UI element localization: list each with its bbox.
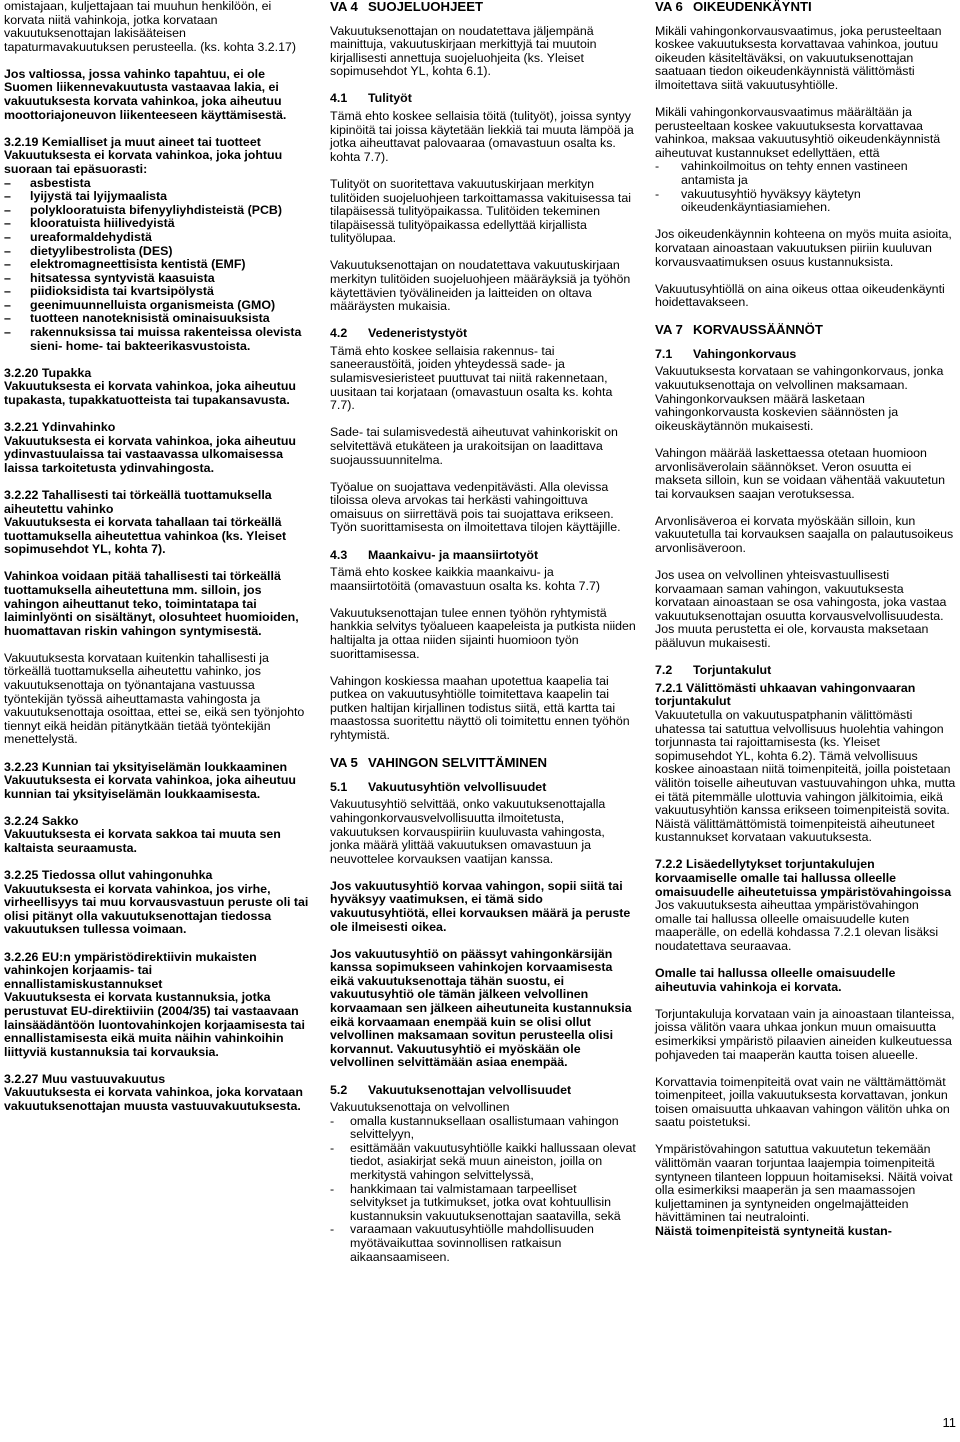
paragraph-va6a: Mikäli vahingonkorvausvaatimus, joka perusteeltaan koskee vakuutuksesta korvattavaa vahinkoa, joutuu oikeuden käsiteltäväksi, on vakuutuksenottajan saatuaan tiedon oikeudenkäynnistä välittömästi ilmoitettava siitä vakuutusyhtiölle. — [655, 23, 942, 92]
list-item: - hankkimaan tai valmistamaan tarpeelliset selvitykset ja tutkimukset, jotka ovat kohtuullisin kustannuksin vakuutuksenottajan saatavilla, sekä — [330, 1183, 636, 1224]
list-item: – lyijystä tai lyijymaalista — [4, 190, 310, 204]
paragraph-va6d: Vakuutusyhtiöllä on aina oikeus ottaa oikeudenkäynti hoidettavakseen. — [655, 281, 945, 310]
heading-41 — [330, 92, 636, 106]
heading-va7 — [655, 323, 957, 337]
list-item: - varaamaan vakuutusyhtiölle mahdollisuuden myötävaikuttaa sovinnollisen ratkaisun aikaansaamiseen. — [330, 1223, 636, 1264]
list-item: – polyklooratuista bifenyyliyhdisteistä (PCB) — [4, 204, 310, 218]
paragraph-51b: Jos vakuutusyhtiö korvaa vahingon, sopii siitä tai hyväksyy vaatimuksen, ei tämä sido vakuutusyhtiötä, ellei korvauksen määrä ja peruste ole ilmeisesti oikea. — [330, 878, 631, 934]
heading-52 — [330, 1084, 636, 1098]
heading-721: 7.2.1 Välittömästi uhkaavan vahingonvaaran torjuntakulut — [655, 680, 916, 709]
paragraph-41b: Tulityöt on suoritettava vakuutuskirjaan merkityn tulitöiden suojeluohjeen tarkoittamassa vakituisessa tai tilapäisessä tulityöpaikassa. Tulitöiden tekeminen tilapäisessä tulityöpaikassa edellyttää kirjallista tulityölupaa. — [330, 176, 631, 246]
paragraph-42a: Tämä ehto koskee sellaisia rakennus- tai saneeraustöitä, joiden yhteydessä sade- ja sulamisvesieristeet puuttuvat tai niitä rakennetaan, uusitaan tai korjataan (omavastuun osalta ks. kohta 7.7). — [330, 343, 613, 413]
paragraph-3224: Vakuutuksesta ei korvata sakkoa tai muuta sen kaltaista seuraamusta. — [4, 827, 281, 855]
section-number: 4.2 — [330, 326, 348, 341]
list-item: – dietyylibestrolista (DES) — [4, 245, 310, 259]
paragraph-52-intro: Vakuutuksenottaja on velvollinen — [330, 1100, 510, 1115]
heading-3219: 3.2.19 Kemialliset ja muut aineet tai tuotteet — [4, 134, 261, 149]
column-left — [4, 0, 310, 1127]
heading-va4 — [330, 0, 636, 14]
paragraph-va4: Vakuutuksenottajan on noudatettava jäljempänä mainittuja, vakuutuskirjaan merkittyjä tai muutoin kirjallisesti annettuja suojeluohjeita (ks. Yleiset sopimusehdot YL, kohta 6.1). — [330, 23, 597, 79]
page-number: 11 — [942, 1415, 956, 1430]
section-title: Vahingonkorvaus — [693, 346, 797, 361]
paragraph-51c: Jos vakuutusyhtiö on päässyt vahingonkärsijän kanssa sopimukseen vahinkojen korvaamisesta eikä vakuutuksenottaja tähän suostu, ei vakuutusyhtiö ole tämän jälkeen velvollinen korvaamaan sen jälkeen aiheutuneita kustannuksia eikä korvaamaan enempää kuin se olisi ollut velvollinen maksamaan sovitun perusteella olisi korvannut. Vakuutusyhtiö ei myöskään ole velvollinen selvittämään asiaa enempää. — [330, 946, 632, 1070]
section-title: Maankaivu- ja maansiirtotyöt — [368, 547, 539, 562]
column-middle — [330, 0, 636, 1278]
list-item: - esittämään vakuutusyhtiölle kaikki hallussaan olevat tiedot, asiakirjat sekä muun aineiston, joilla on merkitystä vahingon selvittelyssä, — [330, 1142, 636, 1183]
paragraph-3226: Vakuutuksesta ei korvata kustannuksia, jotka perustuvat EU-direktiiviin (2004/35) tai vastaavaan lainsäädäntöön luontovahinkojen korjaamisesta tai ennallistamisesta eikä muita näihin vahinkoihin liittyviä kustannuksia tai korvauksia. — [4, 990, 305, 1059]
list-item: – elektromagneettisista kentistä (EMF) — [4, 258, 310, 272]
heading-71 — [655, 348, 957, 362]
list-item: – geenimuunnelluista organismeista (GMO) — [4, 299, 310, 313]
paragraph-3223: Vakuutuksesta ei korvata vahinkoa, joka aiheutuu kunnian tai yksityiselämän loukkaamisesta. — [4, 773, 296, 801]
list-item: – asbestista — [4, 177, 310, 191]
heading-3221: 3.2.21 Ydinvahinko — [4, 420, 116, 435]
list-item: – hitsatessa syntyvistä kaasuista — [4, 272, 310, 286]
column-right — [655, 0, 957, 1252]
paragraph-722b: Omalle tai hallussa olleelle omaisuudelle aiheutuvia vahinkoja ei korvata. — [655, 966, 896, 994]
section-title: Vedeneristystyöt — [368, 326, 468, 341]
heading-51 — [330, 781, 636, 795]
section-title: VAHINGON SELVITTÄMINEN — [368, 755, 548, 771]
list-item: – klooratuista hiilivedyistä — [4, 217, 310, 231]
heading-3227: 3.2.27 Muu vastuuvakuutus — [4, 1071, 166, 1086]
heading-3222: 3.2.22 Tahallisesti tai törkeällä tuottamuksella aiheutettu vahinko — [4, 487, 272, 516]
section-title: OIKEUDENKÄYNTI — [693, 0, 812, 14]
section-number: VA 5 — [330, 755, 358, 771]
heading-3223: 3.2.23 Kunnian tai yksityiselämän loukkaaminen — [4, 759, 288, 774]
section-title: Tulityöt — [368, 91, 412, 106]
intro-continuation: omistajaan, kuljettajaan tai muuhun henkilöön, ei korvata niitä vahinkoja, jotka korvataan vakuutuksenottajan lakisääteisen tapaturmavakuutuksen perusteella. (ks. kohta 3.2.17) — [4, 0, 297, 54]
list-item: – piidioksidista tai kvartsipölystä — [4, 285, 310, 299]
list-3219 — [4, 177, 310, 354]
list-item: – ureaformaldehydistä — [4, 231, 310, 245]
heading-3225: 3.2.25 Tiedossa ollut vahingonuhka — [4, 868, 213, 883]
paragraph-3225: Vakuutuksesta ei korvata vahinkoa, jos virhe, virheellisyys tai muu korvausvastuun peruste oli tai olisi pitänyt olla vakuutuksenottajan tiedossa vakuutuksen tullessa voimaan. — [4, 881, 309, 937]
paragraph-71a: Vakuutuksesta korvataan se vahingonkorvaus, jonka vakuutuksenottaja on velvollinen maksamaan. Vahingonkorvauksen määrä lasketaan vahingonkorvausta koskevien säännösten ja oikeuskäytännön mukaisesti. — [655, 364, 944, 433]
paragraph-43c: Vahingon koskiessa maahan upotettua kaapelia tai putkea on vakuutusyhtiölle toimitettava kaapelin tai putken haltijan kirjallinen todistus siitä, että kartta tai maastossa suoritettu näyttö oli toimitettu ennen työhön ryhtymistä. — [330, 673, 630, 743]
section-number: 4.3 — [330, 547, 348, 562]
list-52 — [330, 1115, 636, 1265]
section-title: Vakuutusyhtiön velvollisuudet — [368, 779, 547, 794]
paragraph-722f: Näistä toimenpiteistä syntyneitä kustan- — [655, 1224, 892, 1239]
paragraph-3222c: Vakuutuksesta korvataan kuitenkin tahallisesti ja törkeällä tuottamuksella aiheutettu vahinko, jos vakuutuksenottaja on työnantajana vastuussa työntekijän työssä aiheuttamasta vahingosta ja vakuutuksenottaja osoittaa, ettei se, eikä sen työnjohto tiennyt eikä heidän pitänytkään tietää työntekijän menettelystä. — [4, 650, 305, 747]
section-number: 5.1 — [330, 779, 348, 794]
section-number: VA 6 — [655, 0, 683, 14]
paragraph-71d: Jos usea on velvollinen yhteisvastuullisesti korvaamaan saman vahingon, vakuutuksesta korvataan ainoastaan se osa vahingosta, joka vastaa vakuutuksenottajan osuutta korvausvelvollisuudesta. Jos muuta perustetta ei ole, korvausta maksetaan pääluvun mukaisesti. — [655, 568, 947, 651]
paragraph-3219: Vakuutuksesta ei korvata vahinkoa, joka johtuu suoraan tai epäsuorasti: — [4, 148, 283, 176]
heading-43 — [330, 549, 636, 563]
paragraph-41c: Vakuutuksenottajan on noudatettava vakuutuskirjaan merkityn tulitöiden suojeluohjeen määräyksiä ja työhön käytettävien työvälineiden ja laitteiden on oltava määräysten mukaisia. — [330, 258, 631, 314]
section-number: 5.2 — [330, 1082, 348, 1097]
paragraph-va6c: Jos oikeudenkäynnin kohteena on myös muita asioita, korvataan ainoastaan vakuutuksen piiriin kuuluvan korvausvaatimuksen osuus kustannuksista. — [655, 227, 952, 269]
heading-72 — [655, 664, 957, 678]
list-item: - omalla kustannuksellaan osallistumaan vahingon selvittelyyn, — [330, 1115, 636, 1142]
heading-3224: 3.2.24 Sakko — [4, 813, 79, 828]
section-number: 7.1 — [655, 346, 673, 361]
paragraph-42b: Sade- tai sulamisvedestä aiheutuvat vahinkoriskit on selvitettävä etukäteen ja urakoitsijan on laadittava suojaussuunnitelma. — [330, 425, 618, 467]
list-item: - vakuutusyhtiö hyväksyy käytetyn oikeudenkäyntiasiamiehen. — [655, 188, 957, 215]
paragraph-3222a: Vakuutuksesta ei korvata tahallaan tai törkeällä tuottamuksella aiheutettua vahinkoa (ks. Yleiset sopimusehdot YL, kohta 7). — [4, 515, 287, 557]
section-number: 4.1 — [330, 91, 348, 106]
paragraph-722: Jos vakuutuksesta aiheuttaa ympäristövahingon omalle tai hallussa olleelle omaisuudelle kuten maaperälle, on edellä kohdassa 7.2.1 olevan lisäksi noudatettava seuraavaa. — [655, 898, 939, 953]
heading-va6 — [655, 0, 957, 14]
paragraph-721: Vakuutetulla on vakuutuspatphanin välittömästi uhatessa tai satuttua velvollisuus huolehtia vahingon torjunnasta tai rajoittamisesta (ks. Yleiset sopimusehdot YL, kohta 6.2). Tämä velvollisuus koskee ainoastaan niitä toimenpiteitä, joilla poistetaan välitön toiselle aiheutuvan vastuuvahingon uhka, mutta ei tätä pitemmälle ulottuvia vahingon jälkitoimia, eikä vakuutusyhtiön kanssa erikseen toimenpiteistä sovita. Näistä välittämättömistä toimenpiteistä aiheutuneet kustannukset korvataan vakuutuksesta. — [655, 707, 956, 845]
paragraph-41a: Tämä ehto koskee sellaisia töitä (tulityöt), joissa syntyy kipinöitä tai joissa käytetään liekkiä tai muuta lämpöä ja jotka aiheuttavat palovaaraa (omavastuun osalta ks. kohta 7.7). — [330, 109, 634, 164]
paragraph-722e: Ympäristövahingon satuttua vakuutetun tekemään välittömän vaaran torjuntaa laajempia toimenpiteitä syntyneen tilanteen loppuun hoitamiseksi. Näitä voivat olla esimerkiksi maaperän ja sen maamassojen kuljettaminen ja syntyneiden ongelmajätteiden hävittäminen tai neutralointi. — [655, 1142, 953, 1225]
paragraph-43b: Vakuutuksenottajan tulee ennen työhön ryhtymistä hankkia selvitys työalueen kaapeleista ja putkista niiden haltijalta ja ottaa niiden sijainti huomioon työn suorittamisessa. — [330, 605, 636, 661]
heading-42 — [330, 327, 636, 341]
heading-va5 — [330, 756, 636, 770]
list-item: – rakennuksissa tai muissa rakenteissa olevista sieni- home- tai bakteerikasvustoista. — [4, 326, 310, 353]
paragraph-71b: Vahingon määrää laskettaessa otetaan huomioon arvonlisäverolain säännökset. Veron osuutta ei makseta silloin, kun se voidaan vähentää vakuutetun tai korvauksen saajan verotuksessa. — [655, 445, 945, 501]
paragraph-3227: Vakuutuksesta ei korvata vahinkoa, joka korvataan vakuutuksenottajan muusta vastuuvakuutuksesta. — [4, 1085, 303, 1113]
paragraph-71c: Arvonlisäveroa ei korvata myöskään silloin, kun vakuutetulla tai korvauksen saajalla on palautusoikeus arvonlisäveroon. — [655, 513, 954, 555]
paragraph-51a: Vakuutusyhtiö selvittää, onko vakuutuksenottajalla vahingonkorvausvelvollisuutta ilmoitetusta, vakuutuksen korvauspiiriin kuuluvasta vahingosta, jonka määrä ylittää vakuutuksen omavastuun ja neuvottelee korvauksen vaatijan kanssa. — [330, 797, 606, 866]
section-number: VA 7 — [655, 322, 683, 338]
paragraph-3221: Vakuutuksesta ei korvata vahinkoa, joka aiheutuu ydinvastuulaissa tai vastaavassa ulkomaisessa laissa tarkoitetusta ydinvahingosta. — [4, 433, 296, 475]
paragraph-3220: Vakuutuksesta ei korvata vahinkoa, joka aiheutuu tupakasta, tupakkatuotteista tai tupakansavusta. — [4, 379, 296, 407]
section-number: 7.2 — [655, 663, 673, 678]
section-title: Vakuutuksenottajan velvollisuudet — [368, 1082, 572, 1097]
paragraph-722c: Torjuntakuluja korvataan vain ja ainoastaan tilanteissa, joissa välitön vaara uhkaa jonkun muun omaisuutta esimerkiksi ympäristö pilaavien aineiden kulkeutuessa pohjaveden tai maaperän kautta toisen alueelle. — [655, 1006, 955, 1062]
list-item: - vahinkoilmoitus on tehty ennen vastineen antamista ja — [655, 160, 957, 187]
list-item: – tuotteen nanoteknisistä ominaisuuksista — [4, 312, 310, 326]
paragraph-42c: Työalue on suojattava vedenpitävästi. Alla olevissa tiloissa oleva arvokas tai herkästi vahingoittuva omaisuus on siirrettävä pois tai suojattava erikseen. Työn suorittamisesta on ilmoitettava tilojen käyttäjille. — [330, 479, 621, 535]
section-number: VA 4 — [330, 0, 358, 14]
section-title: Torjuntakulut — [693, 663, 772, 678]
list-va6 — [655, 160, 957, 214]
paragraph-va6b: Mikäli vahingonkorvausvaatimus määrältään ja perusteeltaan koskee vakuutuksesta korvattavaa vahinkoa, maksaa vakuutusyhtiö oikeudenkäynnistä aiheutuvat kustannukset edellyttäen, että — [655, 105, 941, 160]
section-title: KORVAUSSÄÄNNÖT — [693, 322, 823, 338]
heading-3220: 3.2.20 Tupakka — [4, 365, 92, 380]
paragraph-43a: Tämä ehto koskee kaikkia maankaivu- ja maansiirtotöitä (omavastuun osalta ks. kohta 7.7) — [330, 565, 600, 593]
paragraph-722d: Korvattavia toimenpiteitä ovat vain ne välttämättömät toimenpiteet, joilla vakuutuksesta korvattavan, jonkun toisen omaisuutta uhkaavan vahingon välitön uhka on saatu poistetuksi. — [655, 1074, 950, 1130]
paragraph-3222b: Vahinkoa voidaan pitää tahallisesti tai törkeällä tuottamuksella aiheutettuna mm. silloin, jos vahingon aiheuttanut teko, toimintatapa tai laiminlyönti on sisältänyt, olosuhteet huomioiden, huomattavan riskin vahingon syntymisestä. — [4, 569, 299, 638]
heading-3226: 3.2.26 EU:n ympäristödirektiivin mukaisten vahinkojen korjaamis- tai ennallistamiskustannukset — [4, 949, 257, 991]
section-title: SUOJELUOHJEET — [368, 0, 484, 14]
paragraph-foreign-state: Jos valtiossa, jossa vahinko tapahtuu, ei ole Suomen liikennevakuutusta vastaavaa lakia, ei vakuutuksesta korvata vahinkoa, joka aiheutuu moottoriajoneuvon liikenteeseen käyttämisestä. — [4, 66, 287, 122]
heading-722: 7.2.2 Lisäedellytykset torjuntakulujen korvaamiselle omalle tai hallussa olleelle omaisuudelle aiheutetuissa ympäristövahingoissa — [655, 857, 952, 899]
